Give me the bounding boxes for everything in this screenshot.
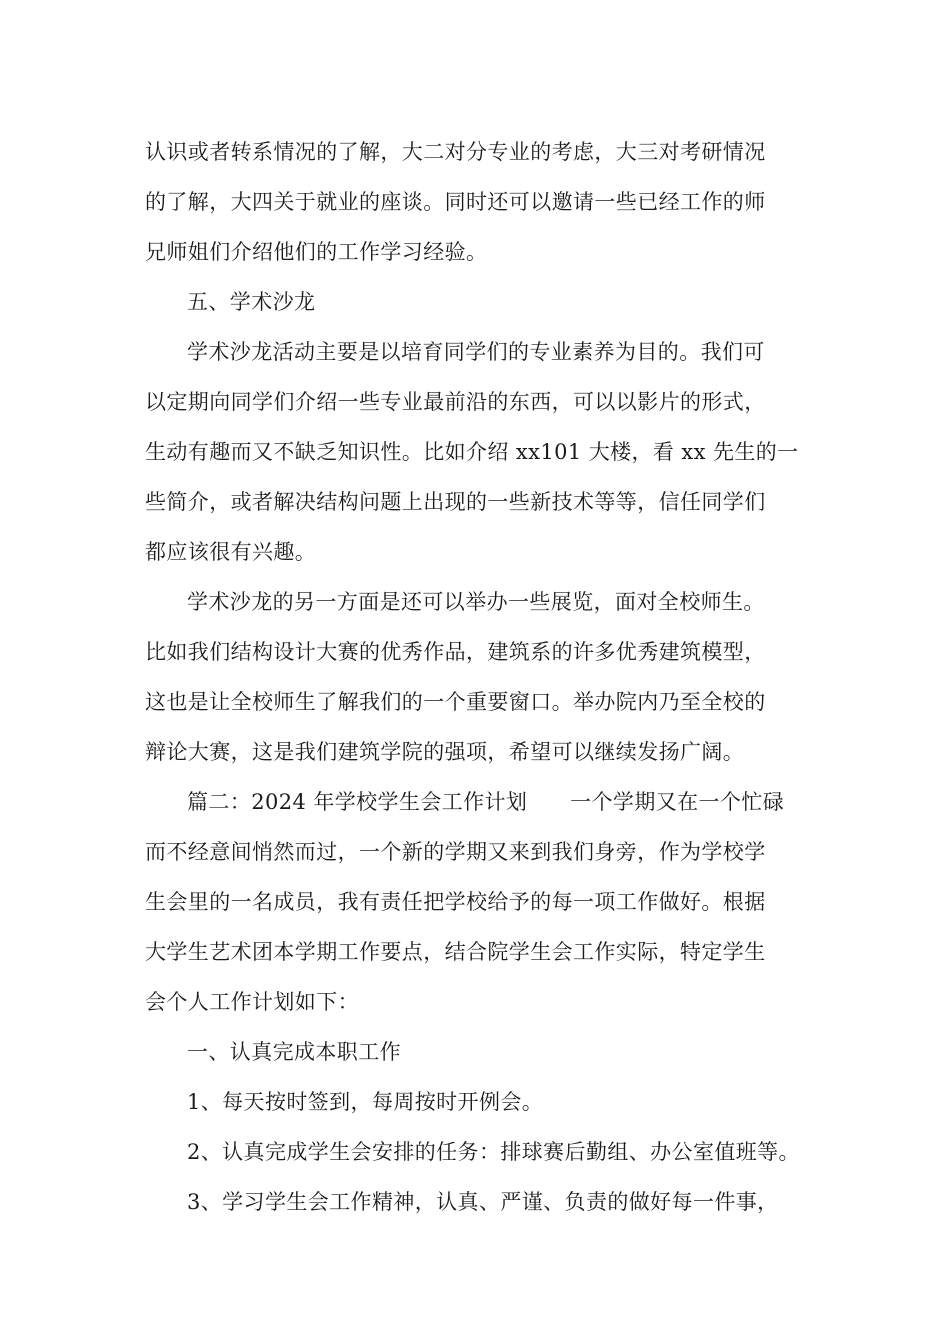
paragraph-line: 会个人工作计划如下： [145, 990, 359, 1014]
paragraph-line: 篇二：2024 年学校学生会工作计划 一个学期又在一个忙碌 [187, 790, 785, 814]
paragraph-line: 比如我们结构设计大赛的优秀作品，建筑系的许多优秀建筑模型， [145, 640, 766, 664]
paragraph-line: 些简介，或者解决结构问题上出现的一些新技术等等，信任同学们 [145, 490, 766, 514]
section-heading: 一、认真完成本职工作 [187, 1040, 401, 1064]
paragraph-line: 兄师姐们介绍他们的工作学习经验。 [145, 240, 488, 264]
paragraph-line: 生会里的一名成员，我有责任把学校给予的每一项工作做好。根据 [145, 890, 766, 914]
list-item: 1、每天按时签到，每周按时开例会。 [187, 1090, 544, 1114]
paragraph-line: 都应该很有兴趣。 [145, 540, 317, 564]
paragraph-line: 生动有趣而又不缺乏知识性。比如介绍 xx101 大楼，看 xx 先生的一 [145, 440, 799, 464]
paragraph-line: 认识或者转系情况的了解，大二对分专业的考虑，大三对考研情况 [145, 140, 766, 164]
list-item: 3、学习学生会工作精神，认真、严谨、负责的做好每一件事， [187, 1190, 779, 1214]
section-heading: 五、学术沙龙 [187, 290, 316, 314]
paragraph-line: 学术沙龙活动主要是以培育同学们的专业素养为目的。我们可 [187, 340, 765, 364]
paragraph-line: 大学生艺术团本学期工作要点，结合院学生会工作实际，特定学生 [145, 940, 766, 964]
paragraph-line: 这也是让全校师生了解我们的一个重要窗口。举办院内乃至全校的 [145, 690, 766, 714]
paragraph-line: 学术沙龙的另一方面是还可以举办一些展览，面对全校师生。 [187, 590, 765, 614]
list-item: 2、认真完成学生会安排的任务：排球赛后勤组、办公室值班等。 [187, 1140, 800, 1164]
paragraph-line: 而不经意间悄然而过，一个新的学期又来到我们身旁，作为学校学 [145, 840, 766, 864]
paragraph-line: 的了解，大四关于就业的座谈。同时还可以邀请一些已经工作的师 [145, 190, 766, 214]
paragraph-line: 以定期向同学们介绍一些专业最前沿的东西，可以以影片的形式， [145, 390, 766, 414]
paragraph-line: 辩论大赛，这是我们建筑学院的强项，希望可以继续发扬广阔。 [145, 740, 745, 764]
